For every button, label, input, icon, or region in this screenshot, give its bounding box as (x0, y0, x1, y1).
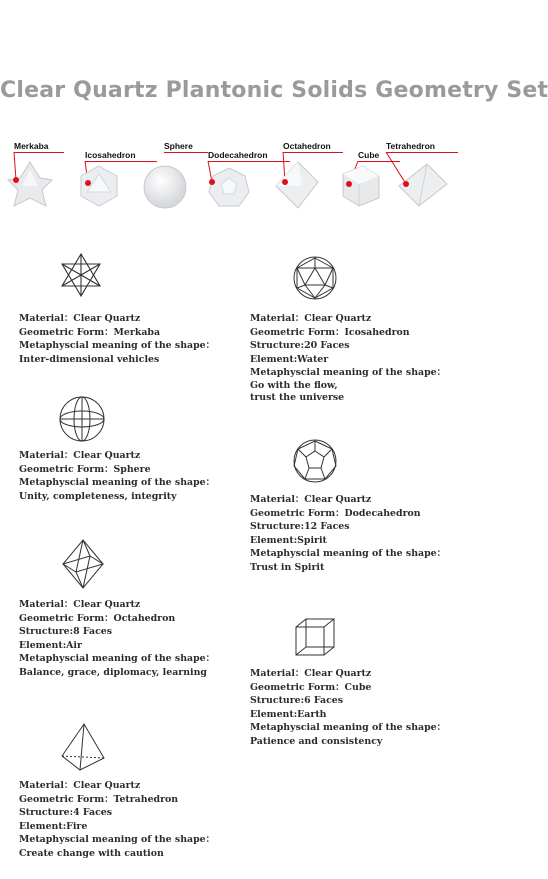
meaning-text: Go with the flow, (250, 379, 338, 391)
octahedron-icon (60, 538, 106, 590)
structure-text: Structure:8 Faces (19, 626, 113, 638)
element-text: Element:Fire (19, 820, 88, 832)
meaning-heading: Metaphyscial meaning of the shape： (250, 722, 446, 734)
icosahedron-info (250, 312, 446, 404)
form-text: Geometric Form：Dodecahedron (250, 507, 421, 519)
structure-text: Structure:4 Faces (19, 807, 113, 819)
dodecahedron-icon (292, 438, 338, 484)
cube-crystal (337, 162, 383, 210)
icosahedron-icon (292, 255, 338, 301)
material-text: Material：Clear Quartz (250, 494, 372, 505)
crystal-label-sphere: Sphere (164, 141, 193, 151)
meaning-heading: Metaphyscial meaning of the shape： (250, 367, 446, 379)
merkaba-info (19, 312, 215, 366)
octahedron-crystal (272, 160, 322, 210)
form-text: Geometric Form：Icosahedron (250, 326, 410, 338)
form-text: Geometric Form：Sphere (19, 463, 151, 475)
sphere-icon (58, 395, 106, 443)
meaning-text: Patience and consistency (250, 735, 383, 747)
form-text: Geometric Form：Merkaba (19, 326, 161, 338)
material-text: Material：Clear Quartz (250, 313, 372, 324)
sphere-info (19, 449, 215, 503)
meaning-heading: Metaphyscial meaning of the shape： (19, 834, 215, 846)
pointer-dot (13, 177, 19, 183)
crystal-label-icosahedron: Icosahedron (85, 150, 136, 160)
merkaba-icon (58, 252, 104, 298)
meaning-text: Unity, completeness, integrity (19, 490, 177, 502)
material-text: Material：Clear Quartz (250, 668, 372, 679)
form-text: Geometric Form：Tetrahedron (19, 793, 179, 805)
material-text: Material：Clear Quartz (19, 780, 141, 791)
icosahedron-crystal (77, 164, 121, 208)
pointer-dot (403, 181, 409, 187)
meaning-heading: Metaphyscial meaning of the shape： (250, 548, 446, 560)
octahedron-info (19, 598, 215, 680)
crystal-label-cube: Cube (358, 150, 380, 160)
crystal-label-tetrahedron: Tetrahedron (386, 141, 435, 151)
meaning-text: Create change with caution (19, 847, 164, 859)
meaning-text: Inter-dimensional vehicles (19, 353, 160, 365)
crystal-label-octahedron: Octahedron (283, 141, 331, 151)
material-text: Material：Clear Quartz (19, 313, 141, 324)
meaning-text: trust the universe (250, 391, 345, 403)
tetrahedron-info (19, 779, 215, 861)
merkaba-crystal (6, 160, 54, 210)
material-text: Material：Clear Quartz (19, 599, 141, 610)
cube-info (250, 667, 446, 749)
element-text: Element:Spirit (250, 534, 327, 546)
form-text: Geometric Form：Cube (250, 681, 372, 693)
structure-text: Structure:20 Faces (250, 340, 350, 352)
meaning-text: Trust in Spirit (250, 561, 325, 573)
pointer-dot (85, 180, 91, 186)
pointer-dot (346, 181, 352, 187)
element-text: Element:Water (250, 353, 329, 365)
cube-icon (292, 615, 338, 661)
sphere-crystal (142, 164, 188, 210)
crystal-label-merkaba: Merkaba (14, 141, 49, 151)
structure-text: Structure:6 Faces (250, 695, 344, 707)
structure-text: Structure:12 Faces (250, 521, 350, 533)
element-text: Element:Earth (250, 708, 327, 720)
tetrahedron-icon (60, 722, 106, 772)
meaning-heading: Metaphyscial meaning of the shape： (19, 340, 215, 352)
page-title: Clear Quartz Plantonic Solids Geometry Set (0, 78, 548, 103)
material-text: Material：Clear Quartz (19, 450, 141, 461)
pointer-dot (282, 179, 288, 185)
crystal-label-dodecahedron: Dodecahedron (208, 150, 268, 160)
dodecahedron-info (250, 493, 446, 575)
meaning-heading: Metaphyscial meaning of the shape： (19, 653, 215, 665)
dodecahedron-crystal (207, 166, 251, 210)
meaning-text: Balance, grace, diplomacy, learning (19, 666, 207, 678)
element-text: Element:Air (19, 639, 82, 651)
meaning-heading: Metaphyscial meaning of the shape： (19, 477, 215, 489)
pointer-dot (209, 179, 215, 185)
form-text: Geometric Form：Octahedron (19, 612, 176, 624)
